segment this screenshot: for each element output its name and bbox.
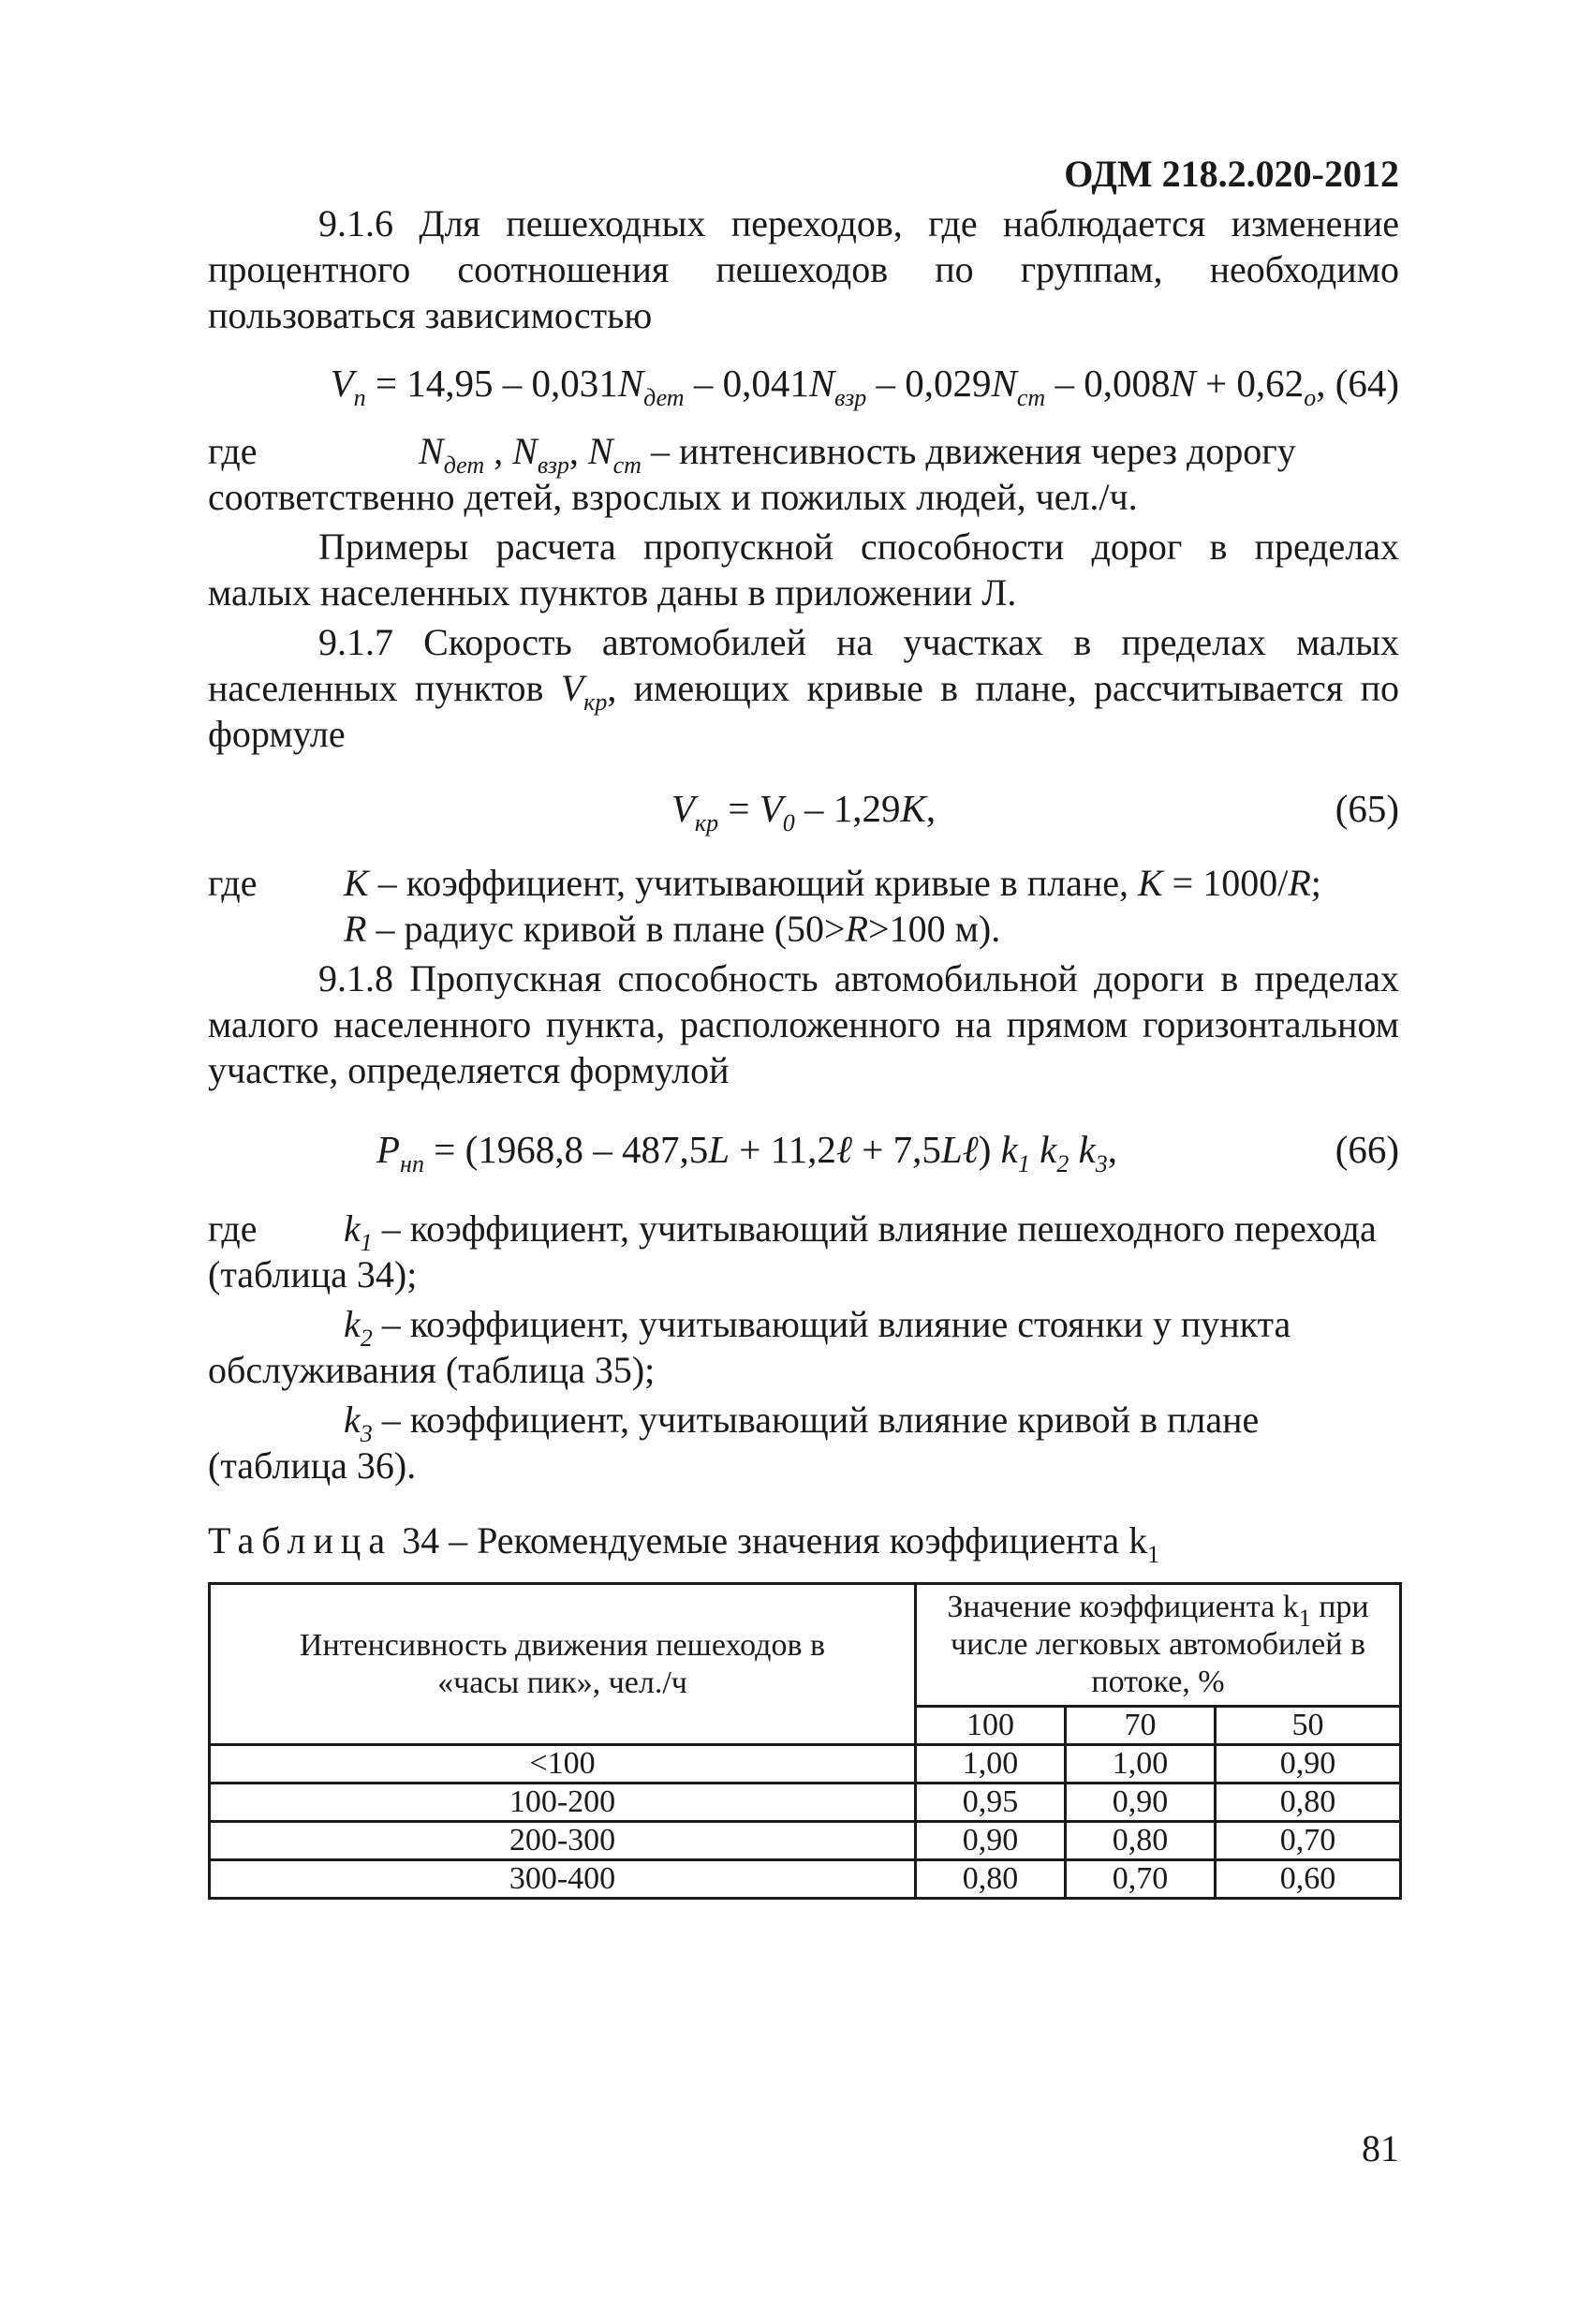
where-64-continuation: соответственно детей, взрослых и пожилых людей, чел./ч. (208, 476, 1138, 518)
table-cell: 0,70 (1066, 1860, 1216, 1899)
table-row (210, 1745, 1401, 1784)
formula-64-sub: взр (834, 384, 867, 411)
formula-66-lhs-sub: нп (400, 1150, 424, 1177)
table-row (210, 1822, 1401, 1860)
table-subheader-cell: 70 (1066, 1707, 1216, 1745)
formula-64-number: , (64) (1316, 362, 1399, 405)
where-sub: 3 (360, 1420, 373, 1447)
table-caption-text: 34 – Рекомендуемые значения коэффициента k (392, 1519, 1148, 1562)
where-var: R (1288, 862, 1311, 904)
where-text: – коэффициент, учитывающий кривые в плане, (368, 862, 1138, 904)
table-cell: 1,00 (916, 1745, 1066, 1784)
table-cell: 0,70 (1216, 1822, 1401, 1860)
where-var: N (587, 430, 613, 472)
table-cell: 1,00 (1066, 1745, 1216, 1784)
formula-65-var: K (900, 787, 926, 830)
table-group-header (916, 1584, 1401, 1707)
table-row-label: 300-400 (210, 1860, 916, 1899)
where-text: – интенсивность движения через дорогу (641, 430, 1296, 472)
formula-66-number: (66) (1335, 1128, 1399, 1171)
where-var: R (344, 908, 367, 950)
where-label: где (208, 862, 258, 904)
formula-64-part: + 0,62 (1195, 362, 1305, 405)
table-cell: 0,90 (1066, 1784, 1216, 1822)
table-cell: 0,90 (916, 1822, 1066, 1860)
formula-64-var: N (1170, 362, 1196, 405)
formula-66-expression (376, 1093, 1117, 1206)
formula-64-lhs-sub: n (353, 384, 366, 411)
formula-64-sub: o (1304, 384, 1317, 411)
formula-65 (208, 757, 1399, 860)
paragraph-9-1-7-text-end: , имеющих кривые в плане, рассчитывается по формуле (208, 667, 1399, 755)
table-cell: 0,90 (1216, 1745, 1401, 1784)
where-66-k1 (208, 1206, 1399, 1256)
where-66-k1-definition (344, 1206, 1399, 1256)
formula-64-var: N (808, 362, 835, 405)
table-group-header-sub: 1 (1298, 1605, 1311, 1632)
table-row (210, 1860, 1401, 1899)
table-caption-word: Таблица (208, 1519, 393, 1562)
where-64 (208, 428, 1399, 479)
table-subheader-cell: 100 (916, 1707, 1066, 1745)
formula-64-part: – 0,029 (866, 362, 992, 405)
table-34 (208, 1582, 1402, 1900)
formula-66-var: k (1078, 1128, 1096, 1171)
table-cell: 0,60 (1216, 1860, 1401, 1899)
formula-65-part: , (925, 787, 937, 830)
table-group-header-rest: при числе легковых автомобилей в потоке, % (951, 1590, 1369, 1699)
formula-64-var: N (991, 362, 1017, 405)
formula-66-part: ) (978, 1128, 1001, 1171)
formula-64-sub: ст (1016, 384, 1046, 411)
formula-66 (208, 1093, 1399, 1206)
where-65-r-definition (208, 906, 1399, 952)
where-text: – радиус кривой в плане (50> (366, 908, 846, 950)
formula-65-sub: 0 (782, 809, 795, 836)
paragraph-9-1-7-text: 9.1.7 Скорость автомобилей на участках в пределах малых населенных пунктов (208, 621, 1399, 709)
where-var: K (344, 862, 369, 904)
formula-66-var: k (1000, 1128, 1018, 1171)
table-cell: 0,80 (1216, 1784, 1401, 1822)
formula-66-sub: 1 (1017, 1150, 1030, 1177)
table-row-label: <100 (210, 1745, 916, 1784)
table-subheader-cell: 50 (1216, 1707, 1401, 1745)
formula-66-var: k (1040, 1128, 1057, 1171)
where-var: K (1137, 862, 1163, 904)
where-sep: , (484, 430, 513, 472)
where-text: ; (1310, 862, 1321, 904)
document-page (208, 150, 1399, 1900)
table-row-label: 100-200 (210, 1784, 916, 1822)
table-row-label: 200-300 (210, 1822, 916, 1860)
where-sub: 1 (360, 1229, 373, 1256)
where-65 (208, 860, 1399, 906)
formula-66-part: = (1968,8 – 487,5 (423, 1128, 709, 1171)
table-header-row (210, 1584, 1401, 1707)
formula-66-var: L (708, 1128, 730, 1171)
page-number: 81 (1362, 2127, 1399, 2169)
where-66-k2-continuation: обслуживания (таблица 35); (208, 1349, 656, 1391)
where-text: – коэффициент, учитывающий влияние стоянки у пункта (372, 1303, 1291, 1345)
formula-64-part: – 0,008 (1045, 362, 1171, 405)
formula-66-lhs: P (376, 1128, 401, 1171)
formula-66-part: + 11,2 (730, 1128, 836, 1171)
where-label: где (208, 430, 258, 472)
formula-65-var: V (759, 787, 783, 830)
where-var: k (344, 1207, 361, 1250)
table-row (210, 1784, 1401, 1822)
formula-66-part: , (1107, 1128, 1118, 1171)
table-group-header-text: Значение коэффициента k (947, 1590, 1299, 1624)
paragraph-9-1-7 (208, 619, 1399, 757)
paragraph-9-1-7-sub: кр (583, 688, 608, 716)
formula-66-var: ℓ (835, 1128, 852, 1171)
formula-64-part: – 0,041 (684, 362, 809, 405)
where-sub: ст (612, 451, 642, 479)
paragraph-9-1-8: 9.1.8 Пропускная способность автомобильной дороги в пределах малого населенного пункта, расположенного на прямом горизонтальном участке, определяется формулой (208, 957, 1399, 1091)
paragraph-9-1-6: 9.1.6 Для пешеходных переходов, где наблюдается изменение процентного соотношения пешеходов по группам, необходимо пользоваться зависимостью (208, 202, 1399, 336)
where-var: N (419, 430, 444, 472)
where-66-k2-definition (208, 1301, 1399, 1352)
formula-66-var: ℓ (962, 1128, 979, 1171)
where-text: >100 м). (868, 908, 1001, 950)
where-64-definition (344, 428, 1399, 479)
where-text: = 1000/ (1162, 862, 1289, 904)
formula-65-number: (65) (1335, 787, 1399, 830)
formula-66-sub: 3 (1095, 1150, 1108, 1177)
where-var: k (344, 1399, 361, 1441)
table-caption-sub: 1 (1147, 1541, 1160, 1568)
where-label: где (208, 1207, 258, 1250)
formula-64-var: N (617, 362, 644, 405)
formula-64-expression (331, 338, 1399, 428)
where-sub: дет (443, 451, 485, 479)
table-cell: 0,80 (916, 1860, 1066, 1899)
table-col1-header: Интенсивность движения пешеходов в «часы пик», чел./ч (210, 1584, 916, 1745)
where-66-k3-continuation: (таблица 36). (208, 1444, 417, 1487)
table-34-caption (208, 1517, 1399, 1568)
where-66-k1-continuation: (таблица 34); (208, 1253, 418, 1295)
formula-66-sub: 2 (1056, 1150, 1069, 1177)
table-cell: 0,80 (1066, 1822, 1216, 1860)
where-sub: взр (537, 451, 569, 479)
table-cell: 0,95 (916, 1784, 1066, 1822)
formula-66-part: + 7,5 (851, 1128, 941, 1171)
formula-64 (208, 338, 1399, 428)
where-var: k (344, 1303, 361, 1345)
formula-64-sub: дет (643, 384, 685, 411)
formula-66-var: L (940, 1128, 963, 1171)
where-text: – коэффициент, учитывающий влияние пешеходного перехода (372, 1207, 1377, 1250)
where-text: – коэффициент, учитывающий влияние кривой в плане (372, 1399, 1260, 1441)
formula-65-part: – 1,29 (794, 787, 901, 830)
where-var: R (845, 908, 869, 950)
formula-65-lhs-sub: кр (694, 809, 719, 836)
formula-65-lhs: V (671, 787, 695, 830)
paragraph-examples: Примеры расчета пропускной способности дорог в пределах малых населенных пунктов даны в приложении Л. (208, 525, 1399, 614)
formula-64-lhs: V (330, 362, 354, 405)
where-var: N (512, 430, 538, 472)
document-code-header: ОДМ 218.2.020-2012 (1064, 153, 1399, 195)
paragraph-9-1-7-var: V (560, 667, 584, 709)
formula-65-expression (208, 757, 1399, 860)
where-66-k3-definition (208, 1397, 1399, 1447)
formula-65-part: = (718, 787, 760, 830)
where-65-k-definition (344, 860, 1399, 906)
where-sub: 2 (360, 1325, 373, 1352)
where-sep: , (568, 430, 588, 472)
formula-64-part: = 14,95 – 0,031 (365, 362, 618, 405)
